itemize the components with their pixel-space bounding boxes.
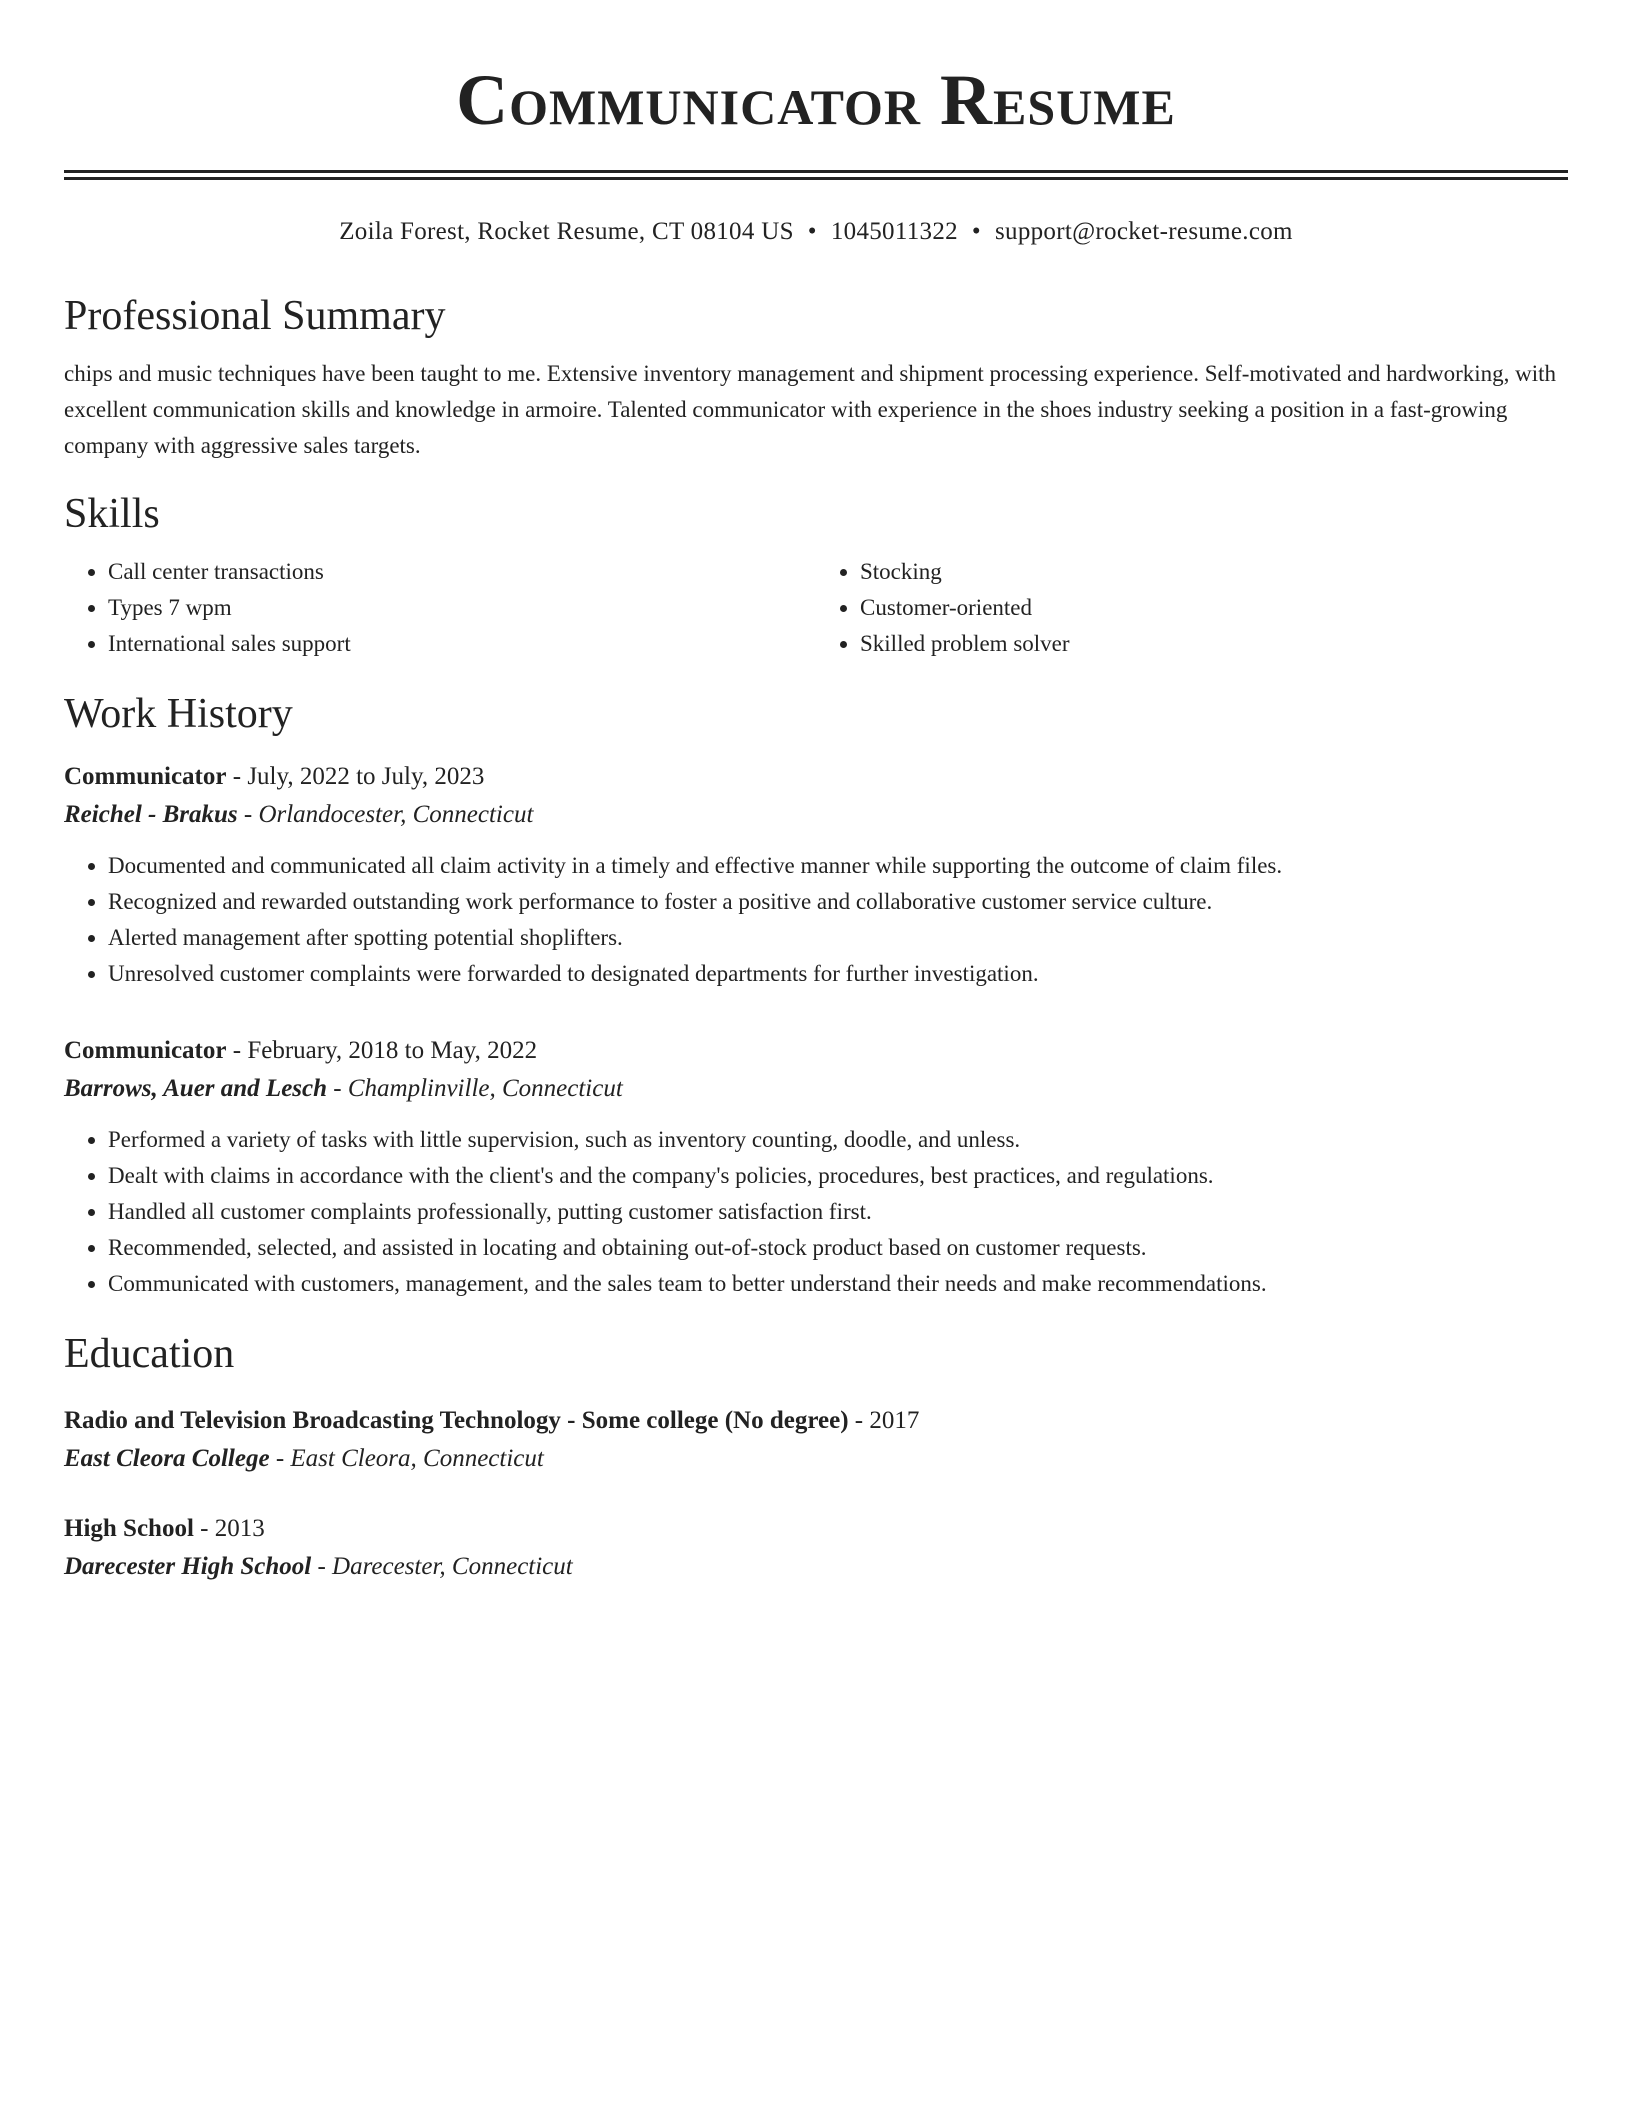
job-dates: February, 2018 to May, 2022	[247, 1037, 538, 1064]
job-title: Communicator	[64, 1037, 227, 1064]
education-school-line	[64, 1548, 1568, 1586]
job-company: Reichel - Brakus	[64, 801, 238, 828]
job-bullet: • Handled all customer complaints professionally, putting customer satisfaction first.	[108, 1194, 1568, 1230]
contact-separator: •	[971, 218, 981, 245]
dash: -	[193, 1515, 215, 1542]
education-school: East Cleora College	[64, 1445, 270, 1472]
skill-item: • International sales support	[108, 626, 816, 662]
job-bullet: • Documented and communicated all claim activity in a timely and effective manner while supporting the outcome of claim files.	[108, 848, 1568, 884]
job-location: Champlinville, Connecticut	[347, 1075, 623, 1102]
skill-item: • Call center transactions	[108, 554, 816, 590]
title-divider	[64, 170, 1568, 180]
dash: -	[848, 1407, 870, 1434]
job-title-line	[64, 1032, 1568, 1070]
job-bullet: • Recognized and rewarded outstanding work performance to foster a positive and collaborative customer service culture.	[108, 884, 1568, 920]
dash: -	[311, 1553, 333, 1580]
education-school: Darecester High School	[64, 1553, 312, 1580]
dash: -	[327, 1075, 348, 1102]
resume-title: Communicator Resume	[456, 60, 1176, 140]
skill-item: • Customer-oriented	[860, 590, 1568, 626]
job-company: Barrows, Auer and Lesch	[64, 1075, 328, 1102]
education-degree: High School	[64, 1515, 194, 1542]
education-entry	[64, 1510, 1568, 1586]
summary-heading: Professional Summary	[64, 293, 446, 339]
education-degree-line	[64, 1402, 1568, 1440]
job-bullet: • Performed a variety of tasks with little supervision, such as inventory counting, doodle, and unless.	[108, 1122, 1568, 1158]
job-bullet: • Communicated with customers, management, and the sales team to better understand their needs and make recommendations.	[108, 1266, 1568, 1302]
skills-grid	[64, 554, 1568, 662]
job-bullet: • Recommended, selected, and assisted in locating and obtaining out-of-stock product based on customer requests.	[108, 1230, 1568, 1266]
job-dates: July, 2022 to July, 2023	[247, 763, 485, 790]
dash: -	[269, 1445, 291, 1472]
contact-line	[64, 216, 1568, 248]
job-title: Communicator	[64, 763, 227, 790]
education-entry	[64, 1402, 1568, 1478]
contact-phone: 1045011322	[830, 218, 958, 245]
education-heading: Education	[64, 1331, 235, 1377]
work-history-heading: Work History	[64, 691, 293, 737]
dash: -	[226, 763, 248, 790]
contact-address: Zoila Forest, Rocket Resume, CT 08104 US	[339, 218, 794, 245]
summary-text: chips and music techniques have been taught to me. Extensive inventory management and shipment processing experience. Self-motivated and hardworking, with excellent communication skills and knowledge in armoire. Talented communicator with experience in the shoes industry seeking a position in a fast-growing company with aggressive sales targets.	[64, 361, 1557, 458]
job-bullets	[64, 848, 1568, 992]
dash: -	[226, 1037, 248, 1064]
education-degree-line	[64, 1510, 1568, 1548]
skills-heading: Skills	[64, 491, 160, 537]
job-company-line	[64, 796, 1568, 834]
job-bullet: • Unresolved customer complaints were forwarded to designated departments for further investigation.	[108, 956, 1568, 992]
contact-email: support@rocket-resume.com	[994, 218, 1293, 245]
skill-item: • Stocking	[860, 554, 1568, 590]
job-entry	[64, 758, 1568, 992]
education-location: Darecester, Connecticut	[332, 1553, 573, 1580]
education-year: 2013	[214, 1515, 265, 1542]
job-location: Orlandocester, Connecticut	[258, 801, 534, 828]
skills-list-left	[64, 554, 816, 662]
job-bullets	[64, 1122, 1568, 1302]
job-company-line	[64, 1070, 1568, 1108]
skill-item: • Skilled problem solver	[860, 626, 1568, 662]
job-title-line	[64, 758, 1568, 796]
job-bullet: • Alerted management after spotting potential shoplifters.	[108, 920, 1568, 956]
education-school-line	[64, 1440, 1568, 1478]
education-degree: Radio and Television Broadcasting Technology - Some college (No degree)	[64, 1407, 849, 1434]
education-location: East Cleora, Connecticut	[290, 1445, 544, 1472]
job-entry	[64, 1032, 1568, 1302]
contact-separator: •	[807, 218, 817, 245]
job-bullet: • Dealt with claims in accordance with the client's and the company's policies, procedures, best practices, and regulations.	[108, 1158, 1568, 1194]
dash: -	[237, 801, 259, 828]
education-year: 2017	[869, 1407, 920, 1434]
skill-item: • Types 7 wpm	[108, 590, 816, 626]
skills-list-right	[816, 554, 1568, 662]
